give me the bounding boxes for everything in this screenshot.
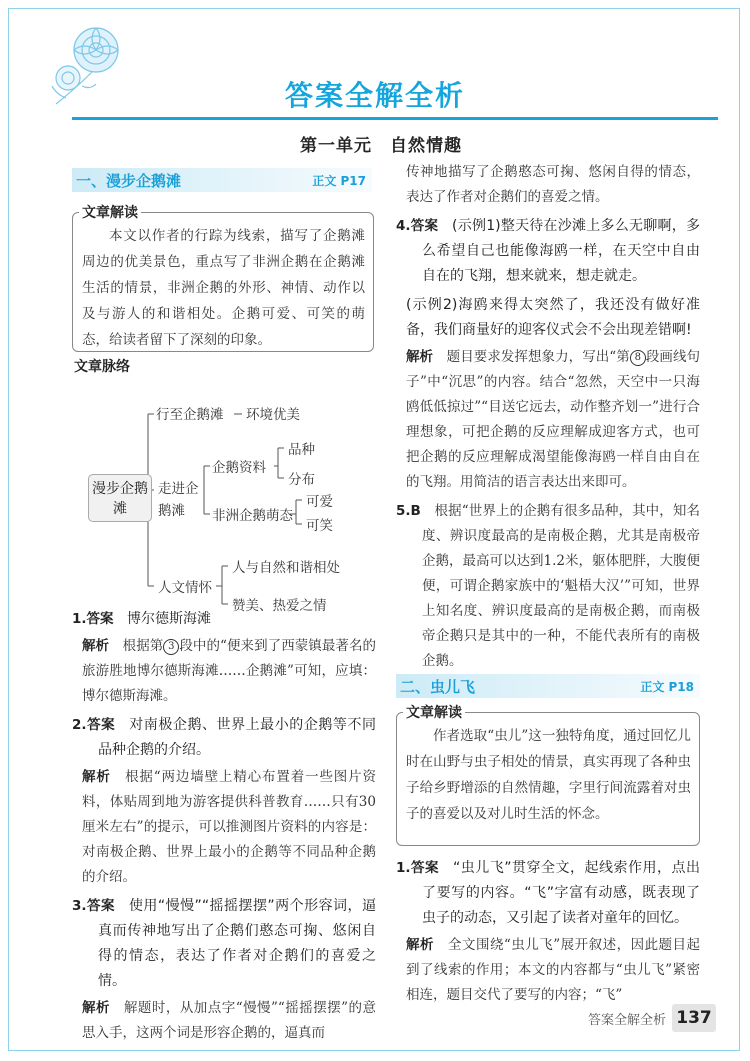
section-page-ref: 正文 P17: [312, 174, 366, 188]
answer-label: 答案: [86, 898, 115, 914]
map-node: 分布: [288, 472, 315, 488]
answer-text: (示例1)整天待在沙滩上多么无聊啊，多么希望自己也能像海鸥一样，在天空中自由自在的飞翔，想来就来，想走就走。: [422, 218, 700, 284]
map-node: 企鹅资料: [212, 460, 266, 476]
answer-text: 使用“慢慢”“摇摇摆摆”两个形容词，逼真而传神地写出了企鹅们憨态可掬、悠闲自得的情态，表达了作者对企鹅们的喜爱之情。: [98, 898, 377, 989]
map-node: 走进企鹅滩: [158, 481, 199, 519]
structure-heading: 文章脉络: [74, 359, 130, 375]
analysis-1: [72, 634, 376, 709]
question-1: [396, 856, 700, 931]
question-number: 1.: [72, 611, 87, 627]
answer-label: 答案: [410, 218, 439, 234]
map-node: 品种: [288, 442, 315, 458]
article-interpretation-box: [72, 205, 374, 352]
answer-label: 答案: [86, 611, 114, 627]
box-text: 本文以作者的行踪为线索，描写了企鹅滩周边的优美景色，重点写了非洲企鹅在企鹅滩生活的情景，非洲企鹅的外形、神情、动作以及与游人的和谐相处。企鹅可爱、可笑的萌态，给读者留下了深刻的印象。: [82, 228, 365, 348]
section-title: 一、漫步企鹅滩: [76, 172, 182, 190]
answer-example-2: (示例2)海鸥来得太突然了，我还没有做好准备，我们商量好的迎客仪式会不会出现差错啊!: [406, 297, 700, 338]
analysis-3-continued: 传神地描写了企鹅憨态可掬、悠闲自得的情态，表达了作者对企鹅们的喜爱之情。: [406, 164, 700, 205]
footer-label: 答案全解全析: [587, 1013, 666, 1028]
map-node: 人与自然和谐相处: [232, 560, 340, 576]
box-label: 文章解读: [79, 202, 141, 222]
map-node: 可爱: [306, 494, 333, 510]
analysis-label: 解析: [82, 769, 111, 785]
analysis-text: 根据第: [122, 638, 164, 654]
structure-map: [66, 390, 366, 614]
map-node: 可笑: [306, 518, 333, 534]
analysis-label: 解析: [406, 349, 434, 365]
box-label: 文章解读: [403, 702, 465, 722]
analysis-label: 解析: [406, 937, 434, 953]
answer-label: 答案: [86, 717, 116, 733]
analysis-3: [72, 996, 376, 1046]
map-node: 非洲企鹅萌态: [212, 508, 293, 524]
circled-number: 8: [630, 350, 646, 366]
circled-number: 3: [163, 639, 179, 655]
map-node: 赞美、热爱之情: [232, 598, 327, 614]
answer-choice: B: [410, 503, 421, 519]
section-header-2: [396, 674, 700, 698]
analysis-label: 解析: [82, 638, 110, 654]
article-interpretation-box-2: [396, 705, 700, 846]
question-3: [72, 894, 376, 994]
analysis-text: 段画线句子”中“沉思”的内容。结合“忽然，天空中一只海鸥低低掠过”“目送它远去，动作整齐划一”进行合理想象，可把企鹅的反应理解成迎客方式，也可把企鹅的反应理解成渴望能像海鸥一样自由自在的飞翔。用简洁的语言表达出来即可。: [406, 349, 701, 490]
analysis-2: [72, 765, 376, 890]
question-number: 5.: [396, 503, 411, 519]
question-number: 4.: [396, 218, 411, 234]
map-node: 行至企鹅滩: [156, 407, 224, 423]
analysis-1: [396, 933, 700, 1008]
answers-right-column: [396, 160, 700, 674]
analysis-4: [396, 345, 700, 495]
map-root: 漫步企鹅滩: [88, 474, 152, 522]
question-number: 3.: [72, 898, 87, 914]
question-2: [72, 713, 376, 763]
analysis-text: 解题时，从加点字“慢慢”“摇摇摆摆”的意思入手，这两个词是形容企鹅的，逼真而: [82, 1000, 377, 1041]
answer-label: 答案: [410, 860, 440, 876]
question-4: [396, 214, 700, 289]
analysis-text: 根据“世界上的企鹅有很多品种，其中，知名度、辨识度最高的是南极企鹅，尤其是南极帝企鹅，最高可以达到1.2米，躯体肥胖，大腹便便，可谓企鹅家族中的‘魁梧大汉’”可知，世界上知名度、辨识度最高的是南极企鹅，而南极帝企鹅只是其中的一种，不能代表所有的南极企鹅。: [422, 503, 700, 669]
question-1: [72, 607, 376, 632]
box-text: 作者选取“虫儿”这一独特角度，通过回忆儿时在山野与虫子相处的情景，真实再现了各种虫子给乡野增添的自然情趣，字里行间流露着对虫子的喜爱以及对儿时生活的怀念。: [406, 728, 691, 822]
answer-text: 对南极企鹅、世界上最小的企鹅等不同品种企鹅的介绍。: [98, 717, 377, 758]
question-number: 2.: [72, 717, 87, 733]
map-node: 环境优美: [246, 407, 300, 423]
analysis-text: 全文围绕“虫儿飞”展开叙述，因此题目起到了线索的作用；本文的内容都与“虫儿飞”紧密相连，题目交代了要写的内容；“飞”: [406, 937, 701, 1003]
question-number: 1.: [396, 860, 411, 876]
page-number: 137: [672, 1004, 716, 1032]
answer-text: “虫儿飞”贯穿全文，起线索作用，点出了要写的内容。“飞”字富有动感，既表现了虫子的动态，又引起了读者对童年的回忆。: [422, 860, 700, 926]
section-page-ref: 正文 P18: [640, 680, 694, 694]
answer-text: 博尔德斯海滩: [127, 611, 212, 627]
answers-left-column: [72, 607, 376, 1046]
map-node: 人文情怀: [158, 580, 212, 596]
analysis-text: 段中的“便来到了西蒙镇最著名的旅游胜地博尔德斯海滩……企鹅滩”可知，应填：博尔德斯海滩。: [82, 638, 377, 704]
title-divider: [72, 117, 718, 120]
page-title: 答案全解全析: [284, 79, 465, 112]
question-5: [396, 499, 700, 674]
section-title: 二、虫儿飞: [400, 678, 476, 696]
analysis-text: 根据“两边墙壁上精心布置着一些图片资料，体贴周到地为游客提供科普教育……只有30厘米左右”的提示，可以推测图片资料的内容是：对南极企鹅、世界上最小的企鹅等不同品种企鹅的介绍。: [82, 769, 377, 885]
section-2-answers: [396, 856, 700, 1008]
section-header-1: [72, 168, 372, 192]
unit-title: 第一单元 自然情趣: [300, 136, 462, 156]
analysis-text: 题目要求发挥想象力，写出“第: [446, 349, 630, 365]
analysis-label: 解析: [82, 1000, 110, 1016]
